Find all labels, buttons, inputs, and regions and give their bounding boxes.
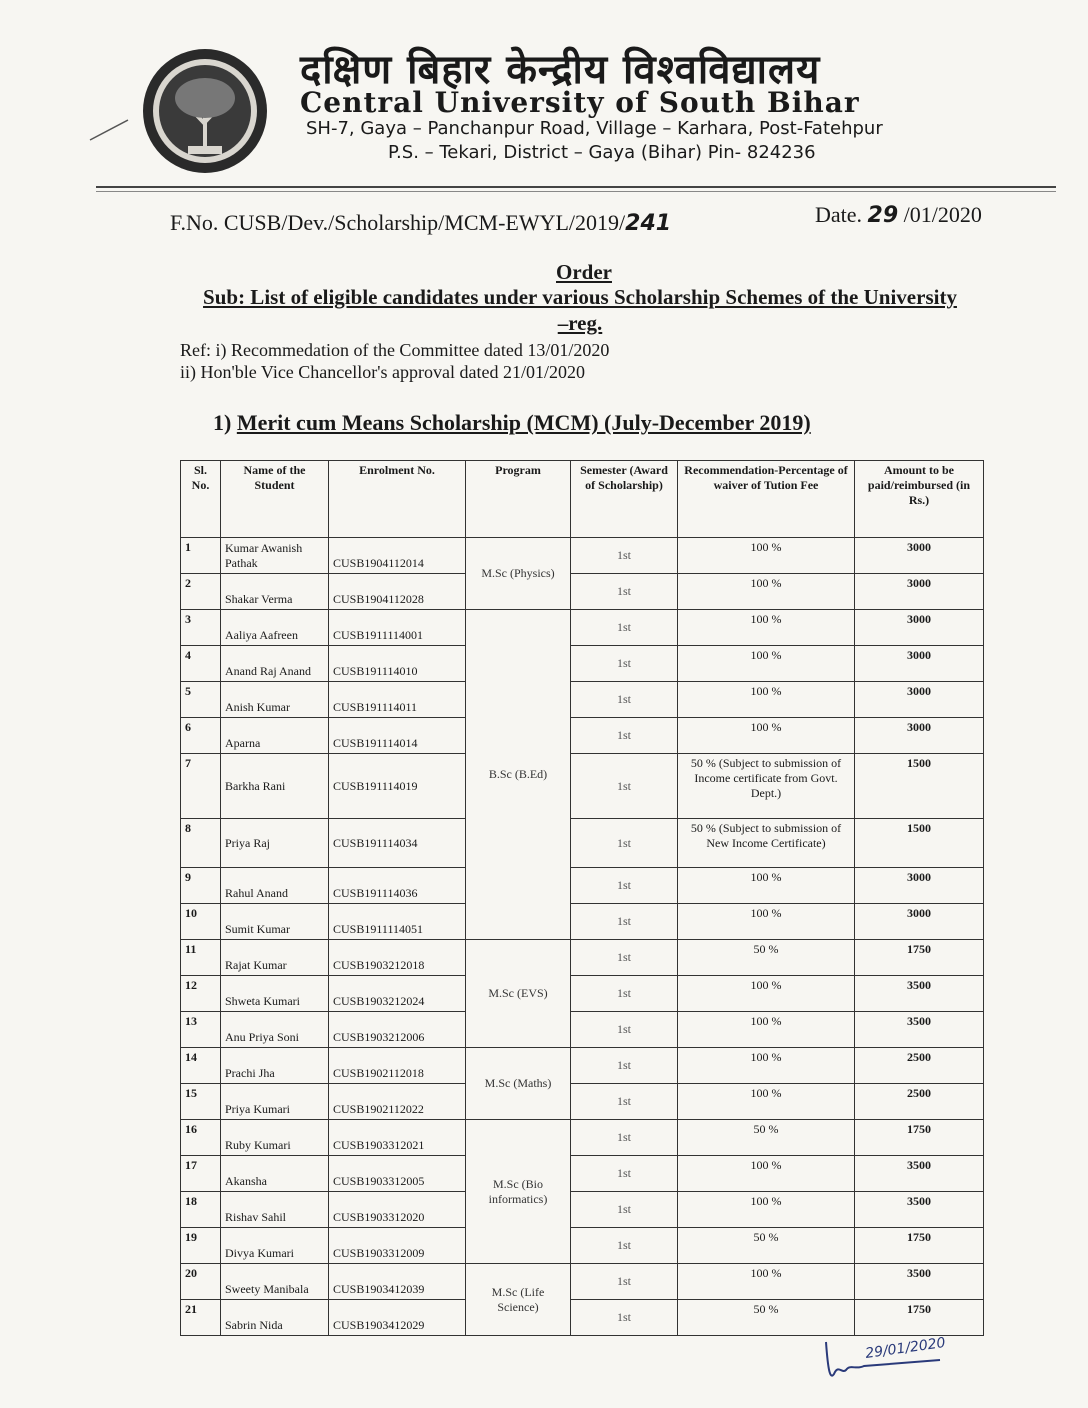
cell-semester: 1st <box>571 1012 678 1048</box>
cell-sl: 2 <box>181 574 221 610</box>
cell-semester: 1st <box>571 646 678 682</box>
address-line-1: SH-7, Gaya – Panchanpur Road, Village – Karhara, Post-Fatehpur <box>306 118 883 139</box>
cell-program: M.Sc (Physics) <box>466 538 571 610</box>
header-recommendation: Recommendation-Percentage of waiver of Tution Fee <box>678 461 855 538</box>
cell-sl: 21 <box>181 1300 221 1336</box>
cell-recommendation: 100 % <box>678 1264 855 1300</box>
cell-name: Priya Raj <box>221 819 329 868</box>
table-row <box>181 754 984 819</box>
cell-enrolment: CUSB1903412029 <box>329 1300 466 1336</box>
cell-amount: 3000 <box>855 610 984 646</box>
cell-recommendation: 100 % <box>678 574 855 610</box>
cell-amount: 3500 <box>855 976 984 1012</box>
cell-sl: 8 <box>181 819 221 868</box>
table-row <box>181 1048 984 1084</box>
cell-amount: 1750 <box>855 940 984 976</box>
cell-amount: 2500 <box>855 1084 984 1120</box>
cell-program: B.Sc (B.Ed) <box>466 610 571 940</box>
cell-enrolment: CUSB1903312021 <box>329 1120 466 1156</box>
table-row <box>181 1120 984 1156</box>
cell-sl: 19 <box>181 1228 221 1264</box>
table-header-row <box>181 461 984 538</box>
file-number-handwritten: 241 <box>625 211 672 236</box>
order-subject: Sub: List of eligible candidates under various Scholarship Schemes of the University –reg. <box>203 285 957 335</box>
table-row <box>181 1084 984 1120</box>
cell-name: Divya Kumari <box>221 1228 329 1264</box>
cell-amount: 2500 <box>855 1048 984 1084</box>
cell-recommendation: 50 % (Subject to submission of New Income Certificate) <box>678 819 855 868</box>
cell-name: Sumit Kumar <box>221 904 329 940</box>
cell-name: Barkha Rani <box>221 754 329 819</box>
cell-amount: 3000 <box>855 682 984 718</box>
cell-recommendation: 100 % <box>678 1156 855 1192</box>
cell-enrolment: CUSB1904112014 <box>329 538 466 574</box>
cell-enrolment: CUSB1903412039 <box>329 1264 466 1300</box>
cell-semester: 1st <box>571 574 678 610</box>
cell-amount: 1500 <box>855 819 984 868</box>
scholarship-table <box>180 460 984 1336</box>
cell-enrolment: CUSB1902112022 <box>329 1084 466 1120</box>
cell-name: Shakar Verma <box>221 574 329 610</box>
cell-name: Rahul Anand <box>221 868 329 904</box>
cell-sl: 11 <box>181 940 221 976</box>
section-number: 1) <box>213 410 232 435</box>
cell-sl: 20 <box>181 1264 221 1300</box>
cell-semester: 1st <box>571 1300 678 1336</box>
cell-amount: 1750 <box>855 1228 984 1264</box>
cell-sl: 12 <box>181 976 221 1012</box>
cell-semester: 1st <box>571 1156 678 1192</box>
cell-amount: 1750 <box>855 1120 984 1156</box>
cell-name: Anu Priya Soni <box>221 1012 329 1048</box>
cell-sl: 1 <box>181 538 221 574</box>
cell-name: Shweta Kumari <box>221 976 329 1012</box>
cell-recommendation: 50 % (Subject to submission of Income certificate from Govt. Dept.) <box>678 754 855 819</box>
cell-recommendation: 100 % <box>678 1012 855 1048</box>
cell-name: Aaliya Aafreen <box>221 610 329 646</box>
cell-enrolment: CUSB191114010 <box>329 646 466 682</box>
section-title: Merit cum Means Scholarship (MCM) (July-December 2019) <box>236 410 811 435</box>
cell-semester: 1st <box>571 1120 678 1156</box>
cell-enrolment: CUSB1903212024 <box>329 976 466 1012</box>
cell-recommendation: 100 % <box>678 1048 855 1084</box>
cell-recommendation: 100 % <box>678 646 855 682</box>
cell-sl: 14 <box>181 1048 221 1084</box>
table-row <box>181 976 984 1012</box>
table-row <box>181 868 984 904</box>
header-sl: Sl. No. <box>181 461 221 538</box>
cell-enrolment: CUSB1903212018 <box>329 940 466 976</box>
cell-amount: 3000 <box>855 646 984 682</box>
reference-1: Ref: i) Recommedation of the Committee dated 13/01/2020 <box>180 340 610 360</box>
pen-mark <box>88 118 132 142</box>
cell-amount: 1500 <box>855 754 984 819</box>
cell-amount: 3500 <box>855 1264 984 1300</box>
cell-sl: 15 <box>181 1084 221 1120</box>
cell-name: Aparna <box>221 718 329 754</box>
cell-semester: 1st <box>571 718 678 754</box>
cell-program: M.Sc (Life Science) <box>466 1264 571 1336</box>
cell-program: M.Sc (EVS) <box>466 940 571 1048</box>
table-row <box>181 682 984 718</box>
cell-enrolment: CUSB1911114001 <box>329 610 466 646</box>
header-semester: Semester (Award of Scholarship) <box>571 461 678 538</box>
cell-sl: 5 <box>181 682 221 718</box>
cell-recommendation: 50 % <box>678 1120 855 1156</box>
header-program: Program <box>466 461 571 538</box>
table-row <box>181 574 984 610</box>
university-name-english: Central University of South Bihar <box>300 86 860 119</box>
header-enrolment: Enrolment No. <box>329 461 466 538</box>
table-row <box>181 1264 984 1300</box>
cell-semester: 1st <box>571 1192 678 1228</box>
cell-semester: 1st <box>571 868 678 904</box>
cell-program: M.Sc (Maths) <box>466 1048 571 1120</box>
cell-recommendation: 100 % <box>678 868 855 904</box>
header-name: Name of the Student <box>221 461 329 538</box>
cell-sl: 18 <box>181 1192 221 1228</box>
table-row <box>181 538 984 574</box>
file-number-text: F.No. CUSB/Dev./Scholarship/MCM-EWYL/2019/ <box>170 210 626 235</box>
cell-semester: 1st <box>571 904 678 940</box>
order-date <box>815 202 982 228</box>
cell-recommendation: 100 % <box>678 610 855 646</box>
handwritten-signature <box>820 1330 950 1390</box>
cell-semester: 1st <box>571 819 678 868</box>
cell-sl: 17 <box>181 1156 221 1192</box>
cell-name: Rajat Kumar <box>221 940 329 976</box>
cell-enrolment: CUSB1903312005 <box>329 1156 466 1192</box>
cell-enrolment: CUSB1903312009 <box>329 1228 466 1264</box>
cell-recommendation: 100 % <box>678 1192 855 1228</box>
cell-name: Prachi Jha <box>221 1048 329 1084</box>
cell-recommendation: 50 % <box>678 1300 855 1336</box>
cell-name: Sabrin Nida <box>221 1300 329 1336</box>
cell-name: Akansha <box>221 1156 329 1192</box>
university-name-hindi: दक्षिण बिहार केन्द्रीय विश्वविद्यालय <box>300 47 821 93</box>
date-suffix: /01/2020 <box>898 202 982 227</box>
cell-amount: 3000 <box>855 868 984 904</box>
cell-name: Kumar Awanish Pathak <box>221 538 329 574</box>
header-divider-thin <box>96 191 1056 192</box>
table-row <box>181 904 984 940</box>
cell-semester: 1st <box>571 940 678 976</box>
table-row <box>181 718 984 754</box>
cell-recommendation: 100 % <box>678 718 855 754</box>
cell-enrolment: CUSB191114014 <box>329 718 466 754</box>
cell-amount: 1750 <box>855 1300 984 1336</box>
cell-semester: 1st <box>571 1264 678 1300</box>
cell-sl: 13 <box>181 1012 221 1048</box>
table-row <box>181 610 984 646</box>
cell-recommendation: 100 % <box>678 1084 855 1120</box>
date-day-handwritten: 29 <box>867 203 899 228</box>
cell-enrolment: CUSB1911114051 <box>329 904 466 940</box>
cell-program: M.Sc (Bio informatics) <box>466 1120 571 1264</box>
cell-amount: 3500 <box>855 1192 984 1228</box>
table-row <box>181 1012 984 1048</box>
cell-amount: 3500 <box>855 1012 984 1048</box>
cell-recommendation: 100 % <box>678 538 855 574</box>
table-row <box>181 1228 984 1264</box>
cell-recommendation: 50 % <box>678 940 855 976</box>
cell-sl: 7 <box>181 754 221 819</box>
cell-enrolment: CUSB191114034 <box>329 819 466 868</box>
cell-semester: 1st <box>571 1084 678 1120</box>
cell-recommendation: 50 % <box>678 1228 855 1264</box>
cell-enrolment: CUSB1902112018 <box>329 1048 466 1084</box>
cell-semester: 1st <box>571 1228 678 1264</box>
cell-name: Anand Raj Anand <box>221 646 329 682</box>
cell-semester: 1st <box>571 754 678 819</box>
header-divider <box>96 186 1056 188</box>
cell-sl: 3 <box>181 610 221 646</box>
table-row <box>181 819 984 868</box>
table-row <box>181 940 984 976</box>
table-row <box>181 1156 984 1192</box>
cell-name: Priya Kumari <box>221 1084 329 1120</box>
cell-sl: 9 <box>181 868 221 904</box>
cell-amount: 3000 <box>855 538 984 574</box>
cell-sl: 10 <box>181 904 221 940</box>
cell-enrolment: CUSB1903312020 <box>329 1192 466 1228</box>
cell-semester: 1st <box>571 538 678 574</box>
reference-2: ii) Hon'ble Vice Chancellor's approval dated 21/01/2020 <box>180 362 585 382</box>
cell-enrolment: CUSB191114036 <box>329 868 466 904</box>
cell-name: Rishav Sahil <box>221 1192 329 1228</box>
cell-amount: 3500 <box>855 1156 984 1192</box>
cell-recommendation: 100 % <box>678 682 855 718</box>
cell-sl: 6 <box>181 718 221 754</box>
cell-enrolment: CUSB1904112028 <box>329 574 466 610</box>
date-prefix: Date. <box>815 202 868 227</box>
cell-name: Anish Kumar <box>221 682 329 718</box>
cell-semester: 1st <box>571 682 678 718</box>
svg-text:29/01/2020: 29/01/2020 <box>864 1334 947 1362</box>
table-row <box>181 646 984 682</box>
cell-semester: 1st <box>571 976 678 1012</box>
cell-semester: 1st <box>571 610 678 646</box>
cell-semester: 1st <box>571 1048 678 1084</box>
cell-amount: 3000 <box>855 574 984 610</box>
cell-recommendation: 100 % <box>678 976 855 1012</box>
university-seal-logo <box>140 46 270 176</box>
order-title: Order <box>556 260 612 284</box>
cell-name: Ruby Kumari <box>221 1120 329 1156</box>
cell-name: Sweety Manibala <box>221 1264 329 1300</box>
cell-sl: 4 <box>181 646 221 682</box>
cell-recommendation: 100 % <box>678 904 855 940</box>
cell-enrolment: CUSB191114011 <box>329 682 466 718</box>
table-row <box>181 1192 984 1228</box>
header-amount: Amount to be paid/reimbursed (in Rs.) <box>855 461 984 538</box>
file-number <box>170 210 671 236</box>
cell-enrolment: CUSB191114019 <box>329 754 466 819</box>
cell-enrolment: CUSB1903212006 <box>329 1012 466 1048</box>
cell-amount: 3000 <box>855 904 984 940</box>
cell-amount: 3000 <box>855 718 984 754</box>
address-line-2: P.S. – Tekari, District – Gaya (Bihar) Pin- 824236 <box>388 142 816 163</box>
section-heading <box>213 410 811 436</box>
cell-sl: 16 <box>181 1120 221 1156</box>
